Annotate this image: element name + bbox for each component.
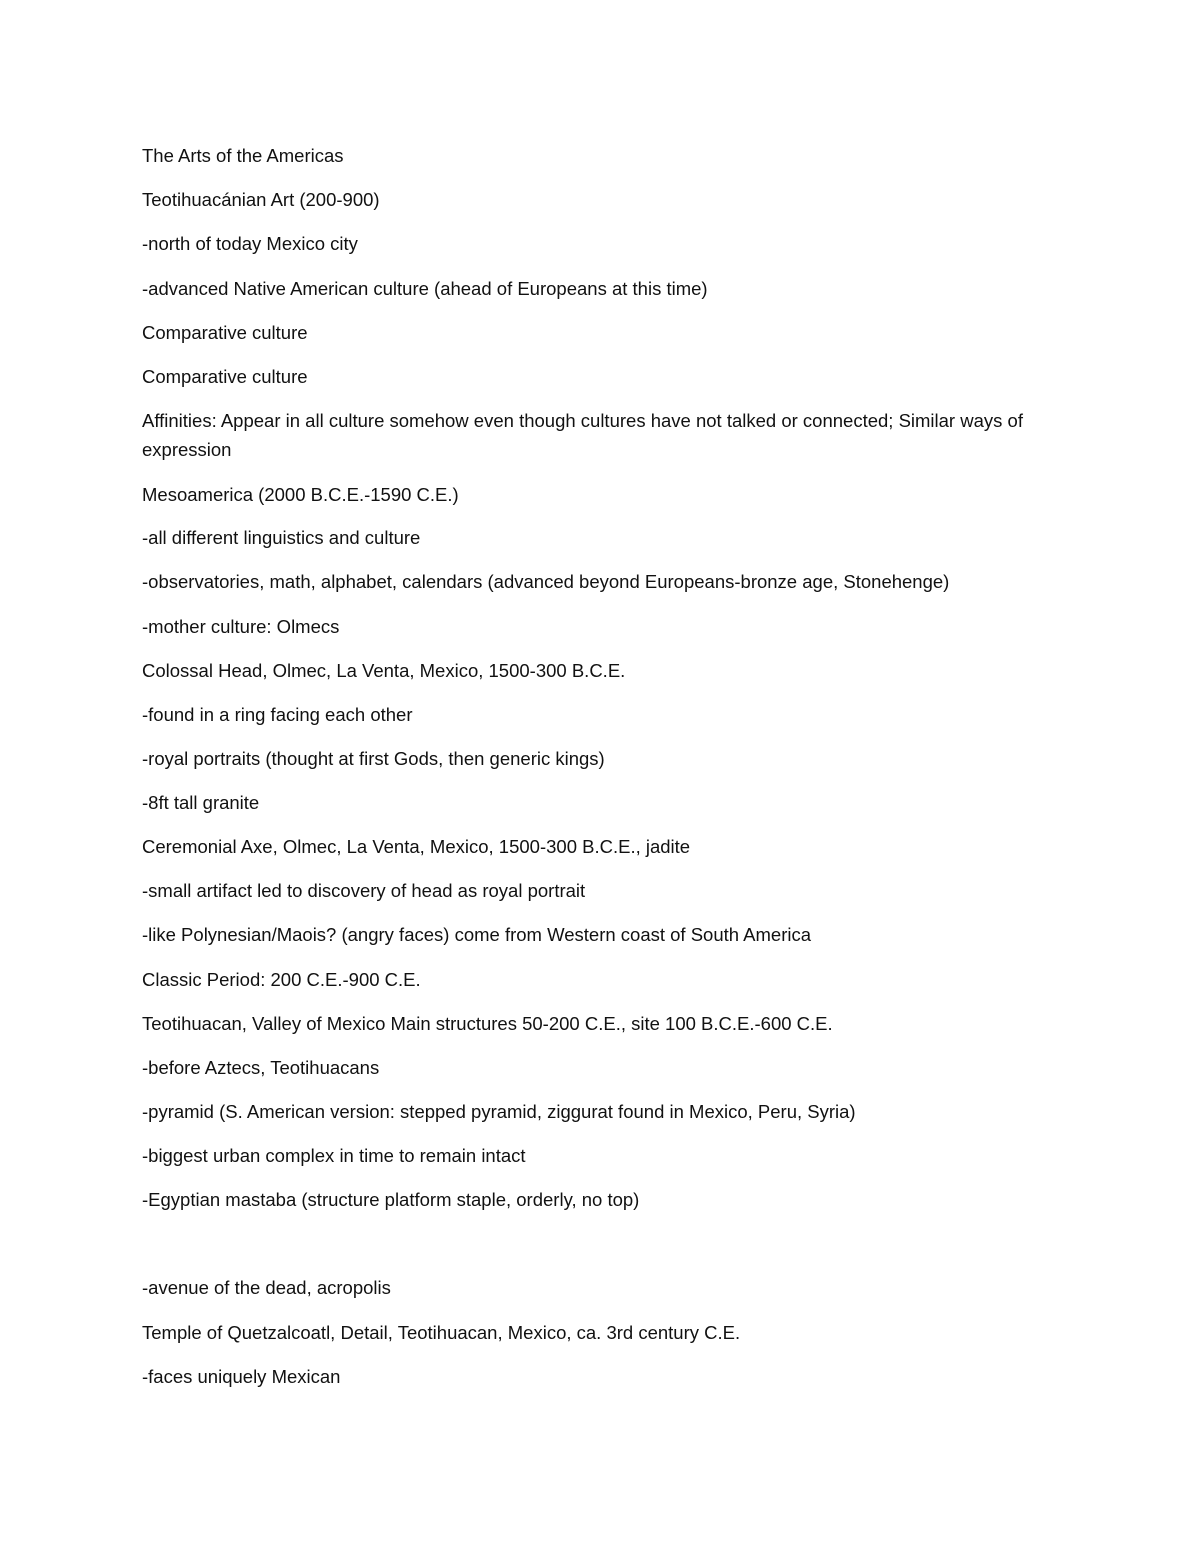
note-line: -pyramid (S. American version: stepped pyramid, ziggurat found in Mexico, Peru, Syria) — [142, 1101, 856, 1122]
document-title: The Arts of the Americas — [142, 145, 344, 166]
note-line: -biggest urban complex in time to remain intact — [142, 1145, 526, 1166]
section-heading: Comparative culture — [142, 366, 308, 387]
note-line: -like Polynesian/Maois? (angry faces) come from Western coast of South America — [142, 924, 812, 945]
note-paragraph: Affinities: Appear in all culture somehow even though cultures have not talked or connected; Similar ways of expression — [142, 410, 1023, 460]
note-line: -found in a ring facing each other — [142, 704, 413, 725]
note-line: -8ft tall granite — [142, 792, 260, 813]
section-heading: Mesoamerica (2000 B.C.E.-1590 C.E.) — [142, 484, 459, 505]
note-line: -royal portraits (thought at first Gods, then generic kings) — [142, 748, 605, 769]
artwork-heading: Colossal Head, Olmec, La Venta, Mexico, 1500-300 B.C.E. — [142, 660, 626, 681]
note-line: -Egyptian mastaba (structure platform staple, orderly, no top) — [142, 1189, 640, 1210]
artwork-heading: Teotihuacan, Valley of Mexico Main structures 50-200 C.E., site 100 B.C.E.-600 C.E. — [142, 1013, 833, 1034]
note-line: -observatories, math, alphabet, calendars (advanced beyond Europeans-bronze age, Stonehenge) — [142, 571, 950, 592]
note-line: -advanced Native American culture (ahead of Europeans at this time) — [142, 278, 708, 299]
section-heading: Comparative culture — [142, 322, 308, 343]
note-line: -faces uniquely Mexican — [142, 1366, 341, 1387]
note-line: -before Aztecs, Teotihuacans — [142, 1057, 380, 1078]
note-line: -small artifact led to discovery of head as royal portrait — [142, 880, 586, 901]
section-heading: Classic Period: 200 C.E.-900 C.E. — [142, 969, 421, 990]
artwork-heading: Ceremonial Axe, Olmec, La Venta, Mexico, 1500-300 B.C.E., jadite — [142, 836, 691, 857]
section-heading: Teotihuacánian Art (200-900) — [142, 189, 380, 210]
note-line: -mother culture: Olmecs — [142, 616, 340, 637]
note-line: -all different linguistics and culture — [142, 527, 421, 548]
note-line: -north of today Mexico city — [142, 233, 358, 254]
artwork-heading: Temple of Quetzalcoatl, Detail, Teotihuacan, Mexico, ca. 3rd century C.E. — [142, 1322, 741, 1343]
note-line: -avenue of the dead, acropolis — [142, 1277, 391, 1298]
